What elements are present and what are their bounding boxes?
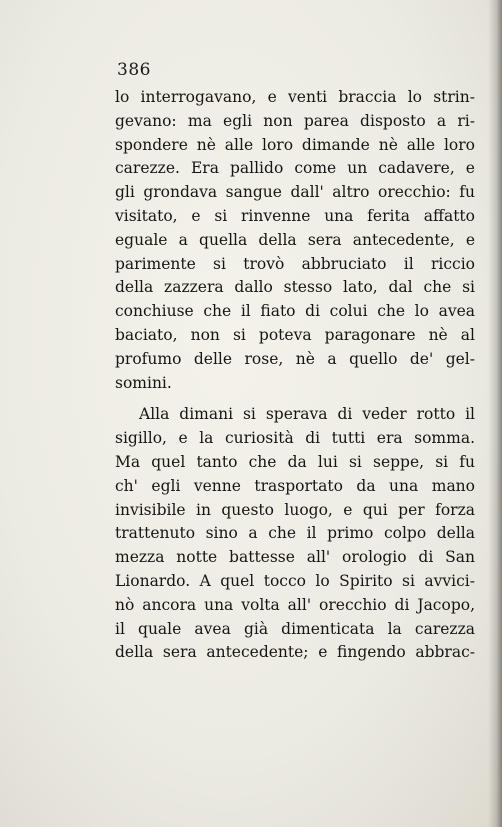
text-line: della zazzera dallo stesso lato, dal che si (115, 278, 475, 297)
text-line: somini. (115, 373, 172, 392)
text-line: Alla dimani si sperava di veder rotto il (139, 405, 475, 424)
spine-shadow (488, 0, 502, 827)
text-line: conchiuse che il fiato di colui che lo avea (115, 302, 475, 321)
text-line: mezza notte battesse all' orologio di San (115, 548, 475, 567)
text-line: Lionardo. A quel tocco lo Spirito si avvici- (115, 571, 475, 590)
text-line: visitato, e si rinvenne una ferita affatto (115, 206, 475, 225)
text-line: gevano: ma egli non parea disposto a ri- (115, 111, 475, 130)
text-line: carezze. Era pallido come un cadavere, e (115, 159, 475, 178)
text-line: nò ancora una volta all' orecchio di Jacopo, (115, 595, 475, 614)
body-text (115, 86, 475, 665)
text-line: parimente si trovò abbruciato il riccio (115, 254, 475, 273)
text-line: sigillo, e la curiosità di tutti era somma. (115, 429, 475, 448)
text-line: spondere nè alle loro dimande nè alle loro (115, 135, 475, 154)
text-line: il quale avea già dimenticata la carezza (115, 619, 475, 638)
text-line: profumo delle rose, nè a quello de' gel- (115, 349, 475, 368)
text-line: eguale a quella della sera antecedente, e (115, 230, 475, 249)
paragraph-1 (115, 86, 475, 395)
text-line: ch' egli venne trasportato da una mano (115, 476, 475, 495)
text-line: Ma quel tanto che da lui si seppe, si fu (115, 452, 475, 471)
paragraph-gap (115, 395, 475, 403)
text-line: baciato, non si poteva paragonare nè al (115, 325, 475, 344)
page-number: 386 (117, 60, 151, 80)
text-line: gli grondava sangue dall' altro orecchio: fu (115, 183, 475, 202)
text-line: invisibile in questo luogo, e qui per forza (115, 500, 475, 519)
text-line: trattenuto sino a che il primo colpo della (115, 524, 475, 543)
paragraph-2 (115, 403, 475, 665)
text-line: lo interrogavano, e venti braccia lo strin- (115, 88, 475, 106)
text-line: della sera antecedente; e fingendo abbrac- (115, 643, 475, 662)
